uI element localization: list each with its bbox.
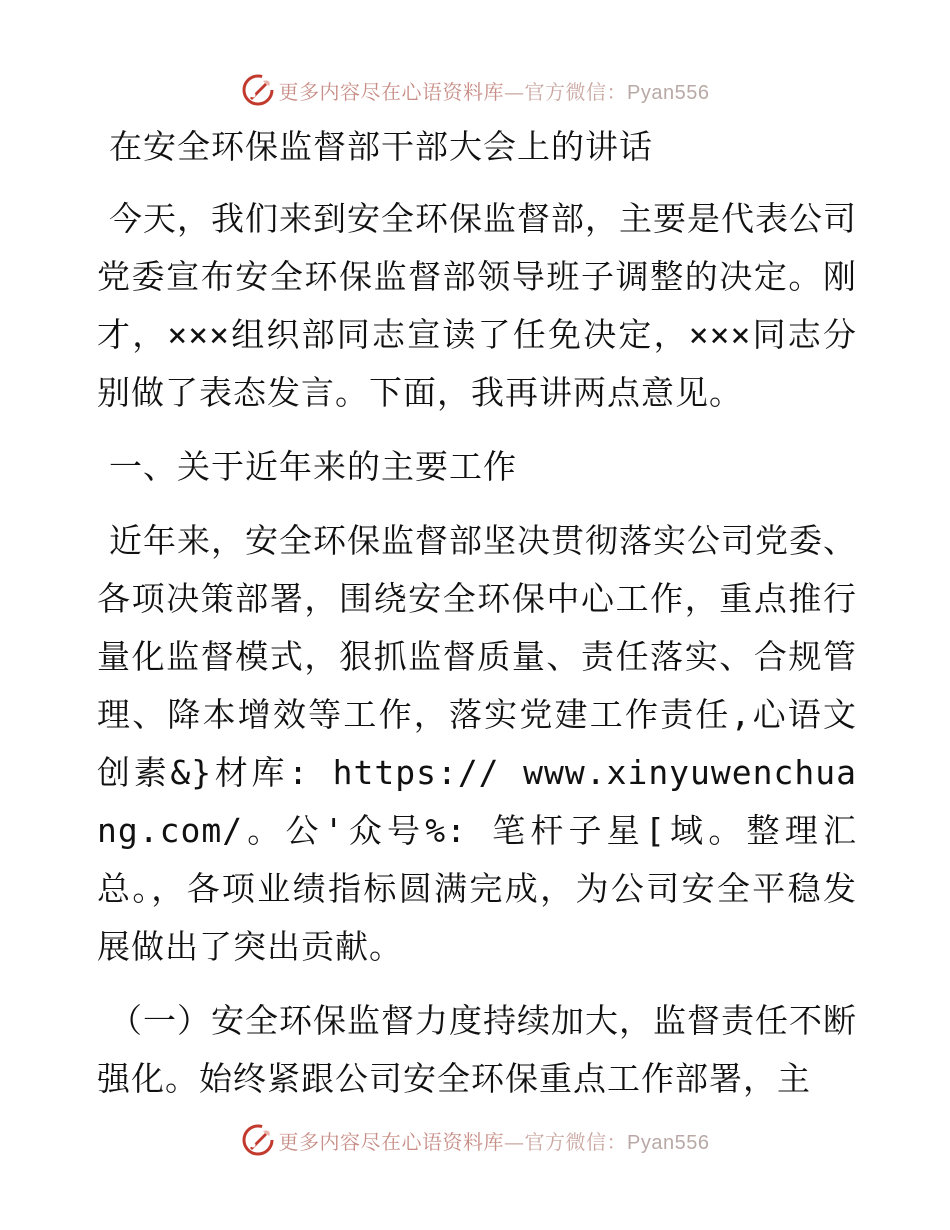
- quill-logo-icon: [241, 73, 275, 107]
- footer-wechat-account: Pyan556: [627, 1131, 710, 1154]
- footer-watermark-banner: [0, 1120, 950, 1160]
- document-body: [97, 118, 857, 1108]
- header-brand: 更多内容尽在心语资料库: [278, 79, 505, 104]
- paragraph-opening: 今天，我们来到安全环保监督部，主要是代表公司党委宣布安全环保监督部领导班子调整的决定。刚才，×××组织部同志宣读了任免决定，×××同志分别做了表态发言。下面，我再讲两点意见。: [97, 199, 857, 412]
- header-separator: —: [504, 79, 525, 104]
- header-watermark-text: [279, 76, 710, 105]
- document-title: 在安全环保监督部干部大会上的讲话: [109, 127, 653, 166]
- footer-brand: 更多内容尽在心语资料库: [278, 1129, 505, 1154]
- section-heading: 一、关于近年来的主要工作: [109, 447, 517, 486]
- footer-wechat-label: 官方微信：: [524, 1129, 628, 1154]
- header-watermark-banner: [0, 70, 950, 110]
- quill-logo-icon: [241, 1123, 275, 1157]
- footer-separator: —: [504, 1129, 525, 1154]
- footer-watermark-text: [279, 1126, 710, 1155]
- header-wechat-account: Pyan556: [627, 81, 710, 104]
- paragraph-subsection-one: （一）安全环保监督力度持续加大，监督责任不断强化。始终紧跟公司安全环保重点工作部署，主: [97, 1001, 857, 1098]
- header-wechat-label: 官方微信：: [524, 79, 628, 104]
- paragraph-recent-work: 近年来，安全环保监督部坚决贯彻落实公司党委、各项决策部署，围绕安全环保中心工作，重点推行量化监督模式，狠抓监督质量、责任落实、合规管理、降本增效等工作，落实党建工作责任,心语文创素&}材库: https:// www.xinyuwenchuang.com/。公'众号%: 笔杆子星[域。整理汇总。，各项业绩指标圆满完成，为公司安全平稳发展做出了突出贡献。: [97, 521, 857, 966]
